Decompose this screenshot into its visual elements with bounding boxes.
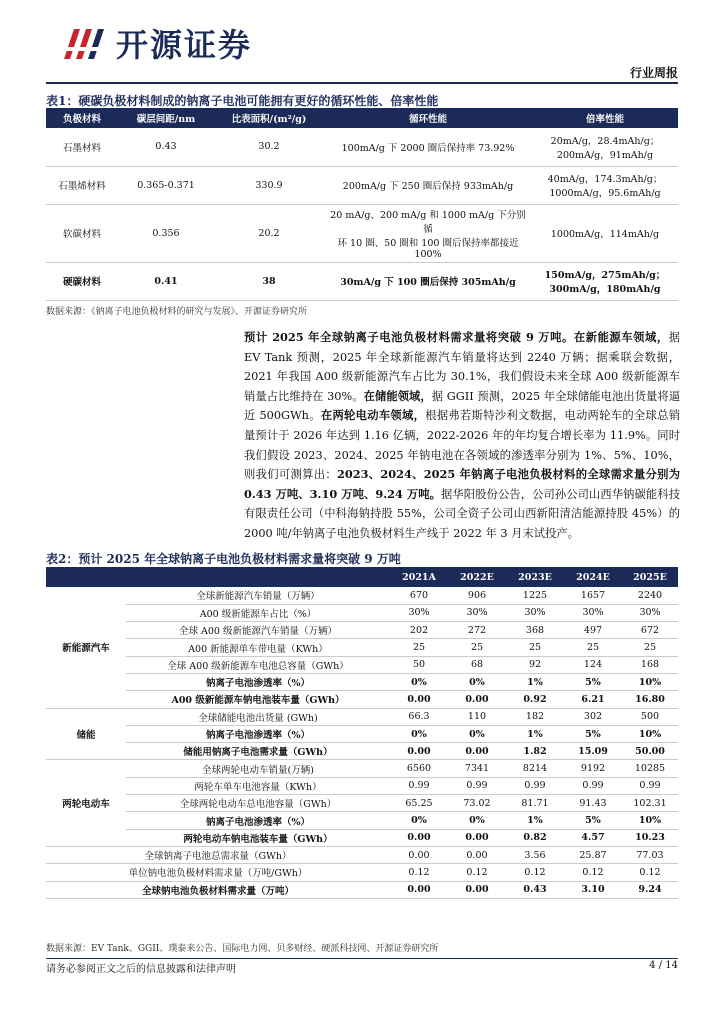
table-row [46, 656, 678, 673]
row-label: A00 新能源单车带电量（KWh） [126, 639, 390, 656]
group-label: 两轮电动车 [46, 760, 126, 846]
row-label: 全球钠离子电池总需求量（GWh） [46, 846, 390, 863]
value-cell: 0.99 [448, 777, 506, 794]
cell-rate-line: 20mA/g，28.4mAh/g； [550, 135, 660, 147]
value-cell: 0% [448, 673, 506, 690]
row-label: 钠离子电池渗透率（%） [126, 673, 390, 690]
value-cell: 0.00 [390, 881, 448, 898]
value-cell: 0% [390, 812, 448, 829]
value-cell: 9192 [564, 760, 622, 777]
row-label: 两轮电动车钠电池装车量（GWh） [126, 829, 390, 846]
value-cell: 0% [390, 725, 448, 742]
value-cell: 0.12 [622, 864, 678, 881]
group-label: 新能源汽车 [46, 587, 126, 708]
row-label: 两轮车单车电池容量（KWh） [126, 777, 390, 794]
value-cell: 1225 [506, 587, 564, 604]
cell-cycle: 30mA/g 下 100 圈后保持 305mAh/g [324, 262, 532, 300]
table2-source: 数据来源：EV Tank、GGII、璞泰来公告、国际电力网、贝多财经、硬派科技网、开源证券研究所 [46, 944, 439, 954]
table-row [46, 639, 678, 656]
value-cell: 68 [448, 656, 506, 673]
value-cell: 30% [390, 604, 448, 621]
cell-rate [532, 128, 678, 166]
table1-header: 碳层间距/nm [118, 108, 214, 128]
cell-area: 20.2 [214, 204, 324, 262]
value-cell: 0.92 [506, 691, 564, 708]
value-cell: 50.00 [622, 743, 678, 760]
table1-header: 比表面积/(m²/g) [214, 108, 324, 128]
value-cell: 4.57 [564, 829, 622, 846]
value-cell: 0.00 [448, 829, 506, 846]
value-cell: 50 [390, 656, 448, 673]
table2-header-blank [126, 567, 390, 587]
table2-header-year: 2024E [564, 567, 622, 587]
cell-material: 石墨烯材料 [46, 166, 118, 204]
cell-material: 石墨材料 [46, 128, 118, 166]
row-label: 钠离子电池渗透率（%） [126, 725, 390, 742]
value-cell: 670 [390, 587, 448, 604]
value-cell: 0.00 [448, 691, 506, 708]
value-cell: 672 [622, 622, 678, 639]
value-cell: 3.56 [506, 846, 564, 863]
value-cell: 5% [564, 812, 622, 829]
value-cell: 5% [564, 673, 622, 690]
row-label: 全球钠电池负极材料需求量（万吨） [46, 881, 390, 898]
paragraph-text: 根据弗若斯特沙利文数据，电动两轮车的全球总销量预计于 2026 年达到 1.16 亿辆，2022-2026 年的年均复合增长率为 11.9%。同时我们假设 2023、2024、2025 年钠电池在各领域的渗透率分别为 1%、5%、10%，则我们可测算出： [244, 409, 680, 482]
value-cell: 368 [506, 622, 564, 639]
value-cell: 30% [622, 604, 678, 621]
cell-cycle: 200mA/g 下 250 圈后保持 933mAh/g [324, 166, 532, 204]
row-label: 全球 A00 级新能源汽车销量（万辆） [126, 622, 390, 639]
footer-divider [46, 958, 678, 959]
paragraph-bold: 在两轮电动车领域， [320, 408, 426, 423]
value-cell: 25 [506, 639, 564, 656]
report-type: 行业周报 [629, 66, 678, 80]
value-cell: 272 [448, 622, 506, 639]
table-row [46, 881, 678, 898]
value-cell: 124 [564, 656, 622, 673]
cell-cycle [324, 204, 532, 262]
table1-caption: 表1：硬碳负极材料制成的钠离子电池可能拥有更好的循环性能、倍率性能 [46, 94, 439, 108]
group-label: 储能 [46, 708, 126, 760]
value-cell: 25 [622, 639, 678, 656]
paragraph-text: 据 EV Tank 预测，2025 年全球新能源汽车销量将达到 2240 万辆；据乘联会数据，2021 年我国 A00 级新能源汽车占比为 30.1%，我们假设未来全球 A00 级新能源车销量占比维持在 30%。 [244, 331, 680, 403]
cell-rate: 1000mA/g，114mAh/g [532, 204, 678, 262]
table1-header-row [46, 108, 678, 128]
brand-name: 开源证券 [116, 26, 253, 64]
value-cell: 10285 [622, 760, 678, 777]
table-row [46, 604, 678, 621]
table-row [46, 204, 678, 262]
value-cell: 0.99 [506, 777, 564, 794]
table2-header-year: 2025E [622, 567, 678, 587]
value-cell: 25 [390, 639, 448, 656]
table-row [46, 622, 678, 639]
table-row [46, 812, 678, 829]
table-row [46, 777, 678, 794]
cell-rate [532, 166, 678, 204]
value-cell: 168 [622, 656, 678, 673]
paragraph-bold: 预计 2025 年全球钠离子电池负极材料需求量将突破 9 万吨。在新能源车领域， [244, 330, 669, 344]
value-cell: 1657 [564, 587, 622, 604]
row-label: 储能用钠离子电池需求量（GWh） [126, 743, 390, 760]
body-paragraph [244, 328, 680, 544]
row-label: 全球两轮电动车销量(万辆) [126, 760, 390, 777]
row-label: 钠离子电池渗透率（%） [126, 812, 390, 829]
cell-rate-line: 300mA/g，180mAh/g [549, 284, 661, 295]
value-cell: 0.00 [448, 881, 506, 898]
table-row [46, 708, 678, 725]
cell-area: 330.9 [214, 166, 324, 204]
value-cell: 5% [564, 725, 622, 742]
paragraph-bold: 在储能领域， [363, 388, 432, 403]
row-label: 全球 A00 级新能源车电池总容量（GWh） [126, 656, 390, 673]
table2-header-year: 2023E [506, 567, 564, 587]
table-row [46, 760, 678, 777]
value-cell: 9.24 [622, 881, 678, 898]
row-label: A00 级新能源车钠电池装车量（GWh） [126, 691, 390, 708]
row-label: 全球储能电池出货量 (GWh) [126, 708, 390, 725]
value-cell: 10% [622, 725, 678, 742]
table-row [46, 846, 678, 863]
value-cell: 92 [506, 656, 564, 673]
row-label: 全球新能源汽车销量（万辆） [126, 587, 390, 604]
value-cell: 0.82 [506, 829, 564, 846]
table-row [46, 673, 678, 690]
value-cell: 81.71 [506, 795, 564, 812]
table2-header-year: 2021A [390, 567, 448, 587]
value-cell: 0.43 [506, 881, 564, 898]
table-row [46, 864, 678, 881]
page-number: 4 / 14 [649, 960, 678, 971]
table-row [46, 166, 678, 204]
table-row [46, 587, 678, 604]
value-cell: 10% [622, 812, 678, 829]
value-cell: 10.23 [622, 829, 678, 846]
cell-spacing: 0.41 [118, 262, 214, 300]
table-row [46, 262, 678, 300]
cell-rate [532, 262, 678, 300]
cell-cycle-line: 环 10 圈、50 圈和 100 圈后保持率都接近 [337, 237, 519, 249]
value-cell: 0.00 [448, 743, 506, 760]
value-cell: 15.09 [564, 743, 622, 760]
row-label: A00 级新能源车占比（%） [126, 604, 390, 621]
value-cell: 7341 [448, 760, 506, 777]
value-cell: 91.43 [564, 795, 622, 812]
value-cell: 30% [506, 604, 564, 621]
cell-cycle: 100mA/g 下 2000 圈后保持率 73.92% [324, 128, 532, 166]
value-cell: 0.99 [390, 777, 448, 794]
value-cell: 0.12 [448, 864, 506, 881]
table1-header: 倍率性能 [532, 108, 678, 128]
cell-spacing: 0.43 [118, 128, 214, 166]
value-cell: 0% [448, 812, 506, 829]
value-cell: 65.25 [390, 795, 448, 812]
table2 [46, 567, 678, 899]
value-cell: 0.00 [390, 829, 448, 846]
cell-cycle-line: 20 mA/g、200 mA/g 和 1000 mA/g 下分别循 [330, 209, 526, 235]
value-cell: 0.12 [564, 864, 622, 881]
cell-area: 38 [214, 262, 324, 300]
cell-material: 硬碳材料 [46, 262, 118, 300]
table2-caption: 表2：预计 2025 年全球钠离子电池负极材料需求量将突破 9 万吨 [46, 552, 401, 566]
table-row [46, 725, 678, 742]
value-cell: 497 [564, 622, 622, 639]
table1 [46, 108, 678, 301]
paragraph-bold: 2023、2024、2025 年钠离子电池负极材料的全球需求量分别为 0.43 万吨、3.10 万吨、9.24 万吨。 [244, 467, 680, 501]
value-cell: 1% [506, 673, 564, 690]
company-logo [60, 20, 252, 66]
value-cell: 73.02 [448, 795, 506, 812]
value-cell: 0.12 [506, 864, 564, 881]
value-cell: 1.82 [506, 743, 564, 760]
header-divider [46, 82, 678, 84]
paragraph-text: 据华阳股份公告，公司孙公司山西华钠碳能科技有限责任公司（中科海钠持股 55%，公司全资子公司山西新阳清洁能源持股 45%）的 2000 吨/年钠离子电池负极材料生产线于 2022 年 3 月末试投产。 [244, 487, 680, 540]
row-label: 全球两轮电动车总电池容量（GWh） [126, 795, 390, 812]
value-cell: 500 [622, 708, 678, 725]
value-cell: 30% [564, 604, 622, 621]
value-cell: 30% [448, 604, 506, 621]
value-cell: 102.31 [622, 795, 678, 812]
value-cell: 1% [506, 725, 564, 742]
cell-rate-line: 40mA/g，174.3mAh/g； [547, 174, 663, 185]
table1-source: 数据来源：《钠离子电池负极材料的研究与发展》、开源证券研究所 [46, 307, 308, 317]
cell-spacing: 0.356 [118, 204, 214, 262]
cell-rate-line: 150mA/g，275mAh/g； [544, 270, 666, 281]
table-row [46, 829, 678, 846]
table-row [46, 128, 678, 166]
value-cell: 66.3 [390, 708, 448, 725]
table-row [46, 743, 678, 760]
value-cell: 0.00 [390, 691, 448, 708]
table2-header-row [46, 567, 678, 587]
table-row [46, 691, 678, 708]
value-cell: 0% [390, 673, 448, 690]
value-cell: 16.80 [622, 691, 678, 708]
value-cell: 25 [448, 639, 506, 656]
cell-rate-line: 1000mA/g，95.6mAh/g [549, 188, 661, 199]
value-cell: 0.00 [390, 743, 448, 760]
value-cell: 0.00 [448, 846, 506, 863]
value-cell: 110 [448, 708, 506, 725]
value-cell: 0.99 [564, 777, 622, 794]
value-cell: 8214 [506, 760, 564, 777]
value-cell: 77.03 [622, 846, 678, 863]
value-cell: 25 [564, 639, 622, 656]
value-cell: 906 [448, 587, 506, 604]
value-cell: 0.12 [390, 864, 448, 881]
cell-spacing: 0.365-0.371 [118, 166, 214, 204]
value-cell: 182 [506, 708, 564, 725]
value-cell: 6.21 [564, 691, 622, 708]
table2-header-year: 2022E [448, 567, 506, 587]
value-cell: 2240 [622, 587, 678, 604]
value-cell: 25.87 [564, 846, 622, 863]
cell-cycle-line: 100% [414, 248, 442, 260]
table1-header: 循环性能 [324, 108, 532, 128]
value-cell: 0.00 [390, 846, 448, 863]
table2-header-blank [46, 567, 126, 587]
value-cell: 3.10 [564, 881, 622, 898]
value-cell: 1% [506, 812, 564, 829]
value-cell: 0.99 [622, 777, 678, 794]
row-label: 单位钠电池负极材料需求量（万吨/GWh） [46, 864, 390, 881]
paragraph-text: 据 GGII 预测，2025 年全球储能电池出货量将逼近 500GWh。 [244, 389, 681, 423]
value-cell: 202 [390, 622, 448, 639]
cell-rate-line: 200mA/g，91mAh/g [556, 149, 654, 161]
value-cell: 6560 [390, 760, 448, 777]
value-cell: 10% [622, 673, 678, 690]
table-row [46, 795, 678, 812]
logo-mark-icon [60, 21, 110, 65]
table1-header: 负极材料 [46, 108, 118, 128]
footer-disclaimer: 请务必参阅正文之后的信息披露和法律声明 [46, 964, 236, 975]
cell-material: 软碳材料 [46, 204, 118, 262]
value-cell: 302 [564, 708, 622, 725]
value-cell: 0% [448, 725, 506, 742]
cell-area: 30.2 [214, 128, 324, 166]
